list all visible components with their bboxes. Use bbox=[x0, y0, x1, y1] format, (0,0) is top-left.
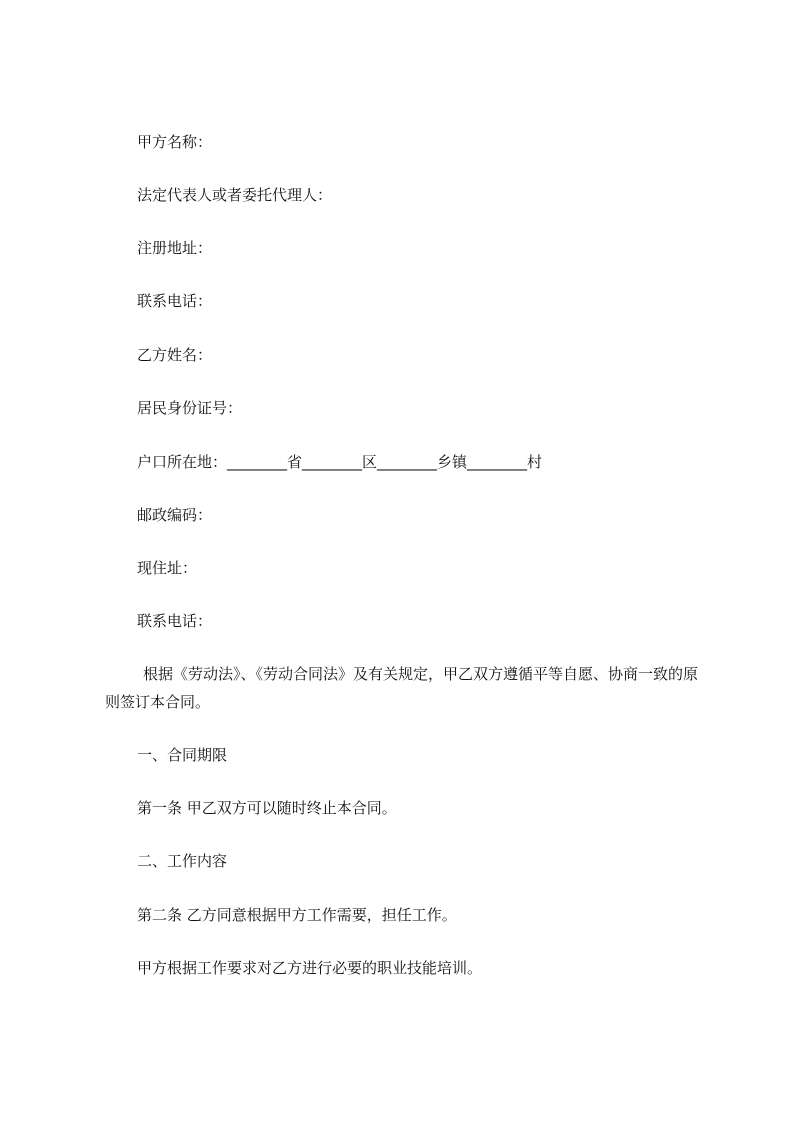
party-b-phone-label: 联系电话： bbox=[137, 612, 213, 630]
preamble-text: 根据《劳动法》、《劳动合同法》及有关规定，甲乙双方遵循平等自愿、协商一致的原则签订本合同。 bbox=[105, 665, 699, 711]
party-b-current-address-label: 现住址： bbox=[137, 559, 198, 577]
party-a-representative-label: 法定代表人或者委托代理人： bbox=[137, 186, 333, 204]
party-b-household-label: 户口所在地：________省________区________乡镇________村 bbox=[137, 453, 543, 471]
party-a-address-label: 注册地址： bbox=[137, 239, 213, 257]
clause-text: 第一条 甲乙双方可以随时终止本合同。 bbox=[137, 799, 397, 817]
party-a-name-label: 甲方名称： bbox=[137, 133, 213, 151]
party-b-name-label: 乙方姓名： bbox=[137, 346, 213, 364]
clause-text: 第二条 乙方同意根据甲方工作需要，担任工作。 bbox=[137, 906, 457, 924]
section-heading: 二、工作内容 bbox=[137, 852, 228, 870]
party-b-postal-label: 邮政编码： bbox=[137, 506, 213, 524]
section-heading: 一、合同期限 bbox=[137, 746, 228, 764]
clause-text: 甲方根据工作要求对乙方进行必要的职业技能培训。 bbox=[137, 959, 483, 977]
preamble-paragraph bbox=[105, 660, 705, 716]
party-a-phone-label: 联系电话： bbox=[137, 292, 213, 310]
party-b-id-label: 居民身份证号： bbox=[137, 399, 243, 417]
